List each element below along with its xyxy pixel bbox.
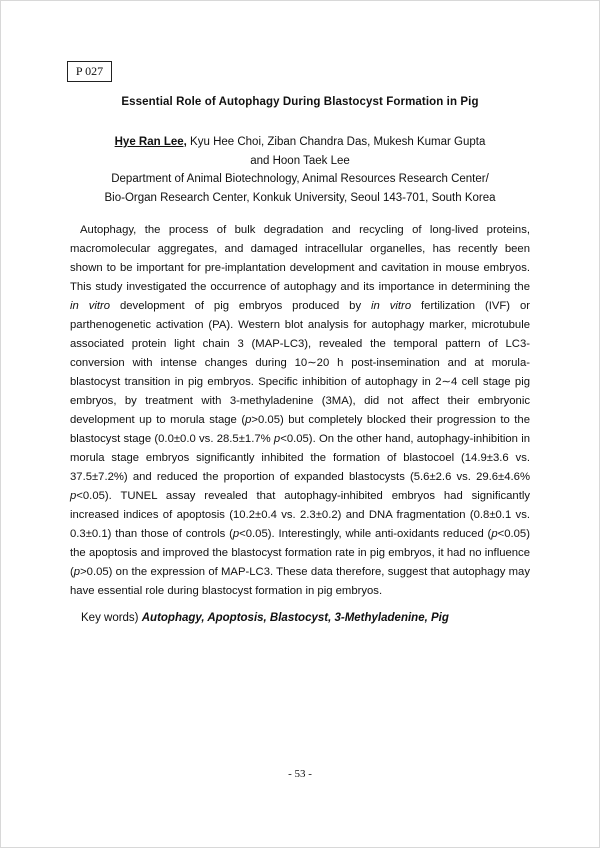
abstract-text: development of pig embryos produced by [110,300,372,312]
abstract-italic: p [232,528,240,540]
paper-title: Essential Role of Autophagy During Blastocyst Formation in Pig [121,96,479,108]
abstract-italic: p [73,566,81,578]
abstract-text: Autophagy, the process of bulk degradation and recycling of long-lived proteins, macromolecular aggregates, and damaged intracellular organelles, has recently been shown to be important for pre-implantation development and cavitation in mouse embryos. This study investigated the occurrence of autophagy and its importance in determining the [70,224,530,293]
abstract-text: <0.05). On the other hand, autophagy-inhibition in morula stage embryos significantly inhibited the formation of blastocoel (14.9±3.6 vs. 37.5±7.2%) and reduced the proportion of expanded blastocysts (5.6±2.6 vs. 29.6±4.6% [70,433,530,483]
keywords-label: Key words) [81,612,139,624]
affiliation-line-2: Bio-Organ Research Center, Konkuk University, Seoul 143-701, South Korea [104,191,496,204]
abstract-text: >0.05) on the expression of MAP-LC3. These data therefore, suggest that autophagy may have essential role during blastocyst formation in pig embryos. [70,566,530,597]
author-line-1 [60,133,540,152]
abstract-italic: p [70,490,77,502]
abstract-italic: p [491,528,498,540]
abstract-italic: in vitro [371,300,412,312]
abstract-italic: p [245,414,252,426]
abstract-text: fertilization (IVF) or parthenogenetic activation (PA). Western blot analysis for autophagy marker, microtubule associated protein light chain 3 (MAP-LC3), revealed the temporal pattern of LC3-conversion with intense changes during 10∼20 h post-insemination and at morula-blastocyst transition in pig embryos. Specific inhibition of autophagy in 2∼4 cell stage pig embryos, by treatment with 3-methyladenine (3MA), did not affect their embryonic development up to morula stage ( [70,300,531,426]
abstract-text: <0.05). TUNEL assay revealed that autophagy-inhibited embryos had significantly increased indices of apoptosis (10.2±0.4 vs. 2.3±0.2) and DNA fragmentation (0.8±0.1 vs. 0.3±0.1) than those of controls ( [70,490,530,540]
keywords-terms: Autophagy, Apoptosis, Blastocyst, 3-Methyladenine, Pig [141,612,449,624]
author-line-2: and Hoon Taek Lee [250,154,350,167]
first-author: Hye Ran Lee, [114,136,187,148]
abstract-italic: in vitro [70,300,111,312]
abstract-text: <0.05). Interestingly, while anti-oxidants reduced ( [239,528,492,540]
abstract-text: <0.05) the apoptosis and improved the blastocyst formation rate in pig embryos, it had no influence ( [70,528,530,578]
abstract-paragraph [70,221,530,601]
co-authors: Kyu Hee Choi, Ziban Chandra Das, Mukesh Kumar Gupta [186,136,486,148]
page-number: - 53 - [288,768,312,780]
poster-id-box: P 027 [67,61,112,82]
authors-block [60,133,540,207]
keywords [81,612,449,624]
abstract-text: >0.05) but completely blocked their progression to the blastocyst stage (0.0±0.0 vs. 28.5±1.7% [70,414,530,445]
abstract [70,221,530,601]
affiliation-line-1: Department of Animal Biotechnology, Animal Resources Research Center/ [111,173,489,185]
abstract-italic: p [273,433,281,445]
